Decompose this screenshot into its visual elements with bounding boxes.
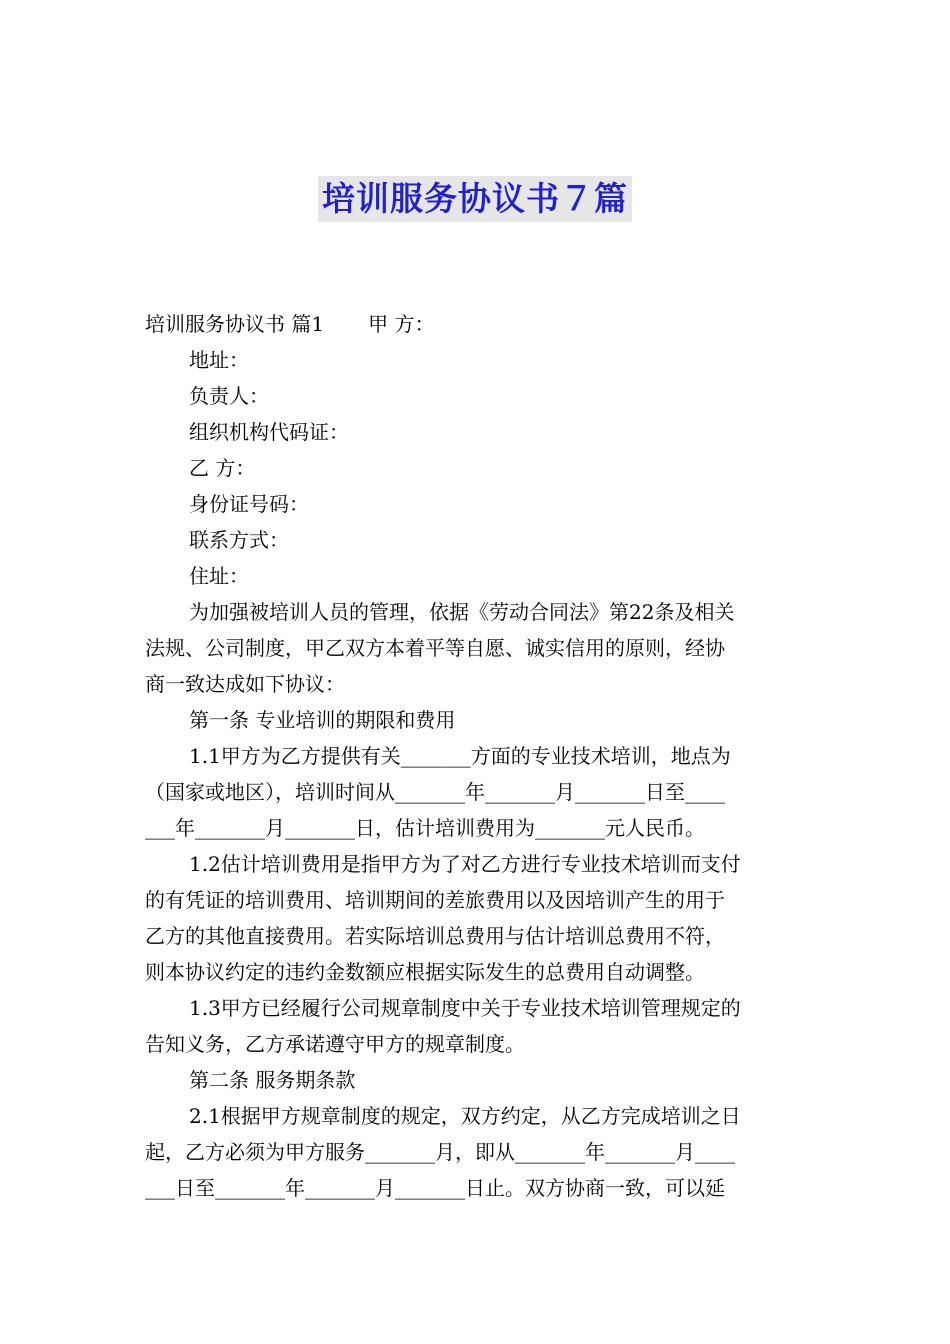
paragraph-line: （国家或地区），培训时间从_______年_______月_______日至____ [145,780,725,804]
article-heading: 第二条 服务期条款 [189,1068,356,1092]
line-responsible-person: 负责人： [189,384,269,408]
paragraph-line: 法规、公司制度，甲乙双方本着平等自愿、诚实信用的原则，经协 [145,636,725,660]
line-address: 地址： [189,348,249,372]
paragraph-line: 告知义务，乙方承诺遵守甲方的规章制度。 [145,1032,525,1056]
party-a-label: 甲 方： [368,312,435,336]
paragraph-line: ___年_______月_______日，估计培训费用为_______元人民币。 [145,816,705,840]
line-org-code: 组织机构代码证： [189,420,349,444]
paragraph-line: 1.1甲方为乙方提供有关_______方面的专业技术培训，地点为 [189,744,731,768]
line-id-number: 身份证号码： [189,492,309,516]
line-contact: 联系方式： [189,528,289,552]
first-line [145,306,807,342]
paragraph-line: 乙方的其他直接费用。若实际培训总费用与估计培训总费用不符， [145,924,725,948]
paragraph-line: 为加强被培训人员的管理，依据《劳动合同法》第22条及相关 [189,600,735,624]
section-heading: 培训服务协议书 篇1 [145,312,325,336]
document-body [145,306,807,1206]
paragraph-line: 1.2估计培训费用是指甲方为了对乙方进行专业技术培训而支付 [189,852,741,876]
title-container [0,176,950,222]
paragraph-line: 起，乙方必须为甲方服务_______月，即从_______年_______月____ [145,1140,735,1164]
paragraph-line: 商一致达成如下协议： [145,672,345,696]
line-residence: 住址： [189,564,249,588]
paragraph-line: 1.3甲方已经履行公司规章制度中关于专业技术培训管理规定的 [189,996,741,1020]
article-heading: 第一条 专业培训的期限和费用 [189,708,456,732]
line-party-b: 乙 方： [189,456,256,480]
paragraph-line: 则本协议约定的违约金数额应根据实际发生的总费用自动调整。 [145,960,705,984]
paragraph-line: ___日至_______年_______月_______日止。双方协商一致，可以延 [145,1176,725,1200]
paragraph-line: 的有凭证的培训费用、培训期间的差旅费用以及因培训产生的用于 [145,888,725,912]
document-title: 培训服务协议书７篇 [318,176,632,222]
paragraph-line: 2.1根据甲方规章制度的规定，双方约定，从乙方完成培训之日 [189,1104,741,1128]
